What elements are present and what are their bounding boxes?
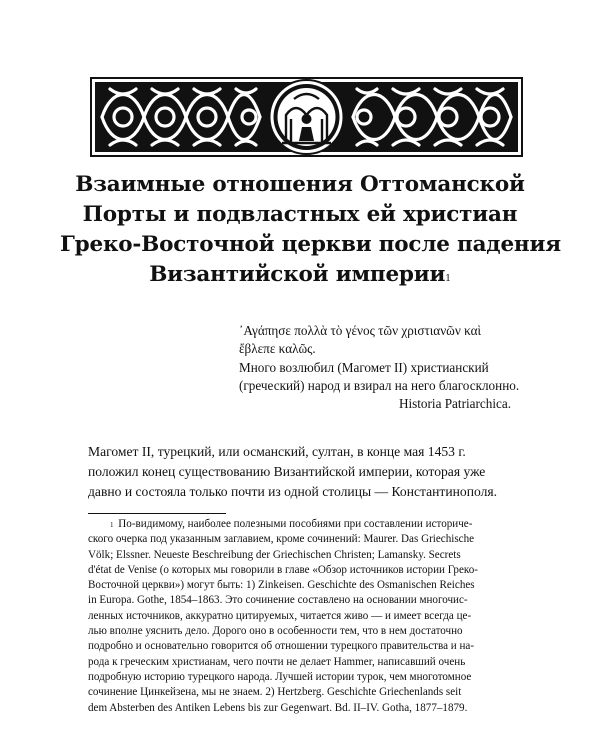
footnote-line: подробную историю турецкого народа. Лучшей истории турок, чем многотомное xyxy=(88,670,472,683)
epigraph-line: ἔβλεπε καλῶς. xyxy=(239,341,316,357)
footnote-line xyxy=(88,517,513,532)
body-line: давно и состояла только почти из одной столицы — Константинополя. xyxy=(88,484,498,499)
footnote-divider xyxy=(88,513,226,514)
body-line: положил конец существованию Византийской империи, которая уже xyxy=(88,464,486,479)
footnote-marker: 1 xyxy=(110,521,114,529)
epigraph-line: Много возлюбил (Магомет II) христианский xyxy=(239,359,489,375)
footnote-line-text: По-видимому, наиболее полезными пособиями при составлении историче- xyxy=(118,518,473,530)
footnote-line: d'état de Venise (о которых мы говорили в главе «Обзор источников истории Греко- xyxy=(88,563,478,576)
footnote-line: ленных источников, аккуратно цитируемых, читается живо — и имеет всегда це- xyxy=(88,609,472,622)
title-line xyxy=(60,260,540,290)
epigraph-source: Historia Patriarchica. xyxy=(398,396,511,412)
footnote-reference[interactable]: 1 xyxy=(445,274,451,284)
body-line: Магомет II, турецкий, или османский, султан, в конце мая 1453 г. xyxy=(88,444,466,459)
footnote-line: Восточной церкви») могут быть: 1) Zinkeisen. Geschichte des Osmanischen Reiches xyxy=(88,579,475,592)
footnote xyxy=(88,517,513,716)
footnote-line: Völk; Elssner. Neueste Beschreibung der Griechischen Christen; Lamansky. Secrets xyxy=(88,548,461,561)
body-paragraph xyxy=(88,442,513,502)
footnote-line: сочинение Цинкейзена, мы не знаем. 2) Hertzberg. Geschichte Griechenlands seit xyxy=(88,686,462,699)
footnote-line: лью вполне уяснить дело. Дорого оно в особенности тем, что в нем достаточно xyxy=(88,625,463,638)
title-line: Порты и подвластных ей христиан xyxy=(82,202,518,227)
footnote-line: рода к греческим христианам, чего почти не делает Hammer, написавший очень xyxy=(88,655,466,668)
title-line: Взаимные отношения Оттоманской xyxy=(75,172,525,197)
title-line-text: Византийской империи xyxy=(149,262,446,287)
title-line: Греко-Восточной церкви после падения xyxy=(60,232,561,257)
footnote-line: ского очерка под указанным заглавием, кроме сочинений: Maurer. Das Griechische xyxy=(88,533,475,546)
epigraph-line: ᾿Αγάπησε πολλὰ τὸ γένος τῶν χριστιανῶν καὶ xyxy=(239,323,482,338)
chapter-title xyxy=(60,170,561,290)
footnote-line: подробно и основательно говорится об отношении турецкого правительства и на- xyxy=(88,640,475,653)
epigraph-line: (греческий) народ и взирал на него благосклонно. xyxy=(239,377,520,393)
footnote-line: in Europa. Gothe, 1854–1863. Это сочинение составлено на основании многочис- xyxy=(88,594,468,607)
ornamental-headpiece xyxy=(90,77,523,157)
epigraph xyxy=(239,322,520,413)
footnote-line: dem Absterben des Antiken Lebens bis zur Gegenwart. Bd. II–IV. Gotha, 1877–1879. xyxy=(88,701,468,714)
